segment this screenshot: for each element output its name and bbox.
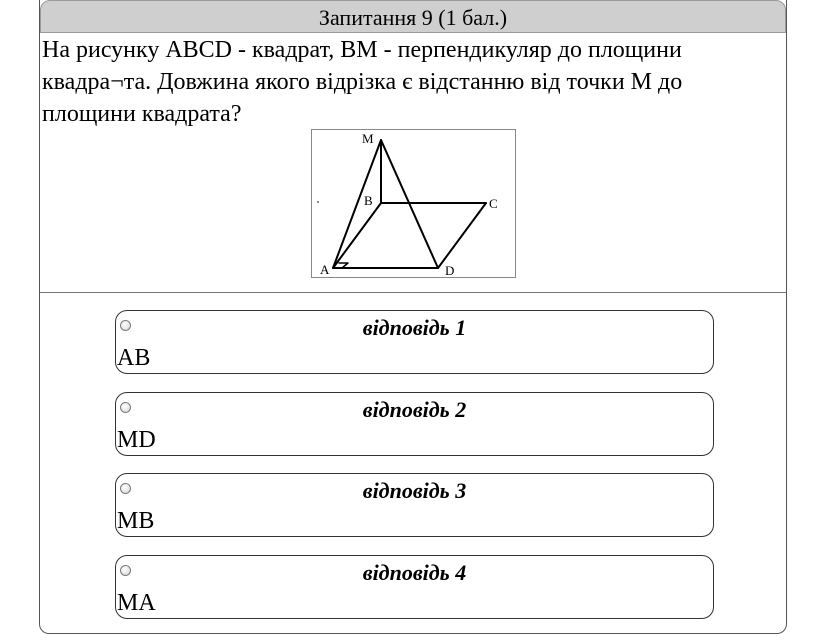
answer-title: відповідь 3	[362, 478, 467, 503]
segment-cd	[438, 203, 486, 268]
label-m: M	[362, 131, 374, 146]
segment-ab	[333, 203, 381, 268]
label-b: B	[364, 193, 373, 208]
section-divider	[40, 292, 786, 293]
answer-option-3[interactable]	[115, 473, 714, 537]
answer-text: MB	[117, 508, 155, 534]
answer-text: MA	[117, 590, 156, 616]
answer-text: MD	[117, 427, 156, 453]
question-header	[40, 0, 786, 33]
geometry-figure	[311, 129, 516, 278]
answer-title: відповідь 2	[362, 397, 467, 422]
answer-title: відповідь 1	[362, 315, 467, 340]
label-d: D	[445, 263, 455, 277]
answer-title: відповідь 4	[362, 560, 467, 585]
label-a: A	[320, 262, 330, 277]
pyramid-drawing	[312, 130, 515, 277]
question-text: На рисунку ABCD - квадрат, BM - перпендикуляр до площини квадра¬та. Довжина якого відрізка є відстанню від точки M до площини квадрата?	[42, 37, 683, 127]
segment-ma	[333, 140, 381, 268]
label-c: C	[489, 196, 498, 211]
question-card	[39, 0, 787, 634]
answer-option-2[interactable]	[115, 392, 714, 456]
stray-dot	[317, 201, 319, 203]
question-number: Запитання 9 (1 бал.)	[318, 5, 508, 30]
answer-text: AB	[117, 345, 151, 371]
answer-option-1[interactable]	[115, 310, 714, 374]
answer-option-4[interactable]	[115, 555, 714, 619]
